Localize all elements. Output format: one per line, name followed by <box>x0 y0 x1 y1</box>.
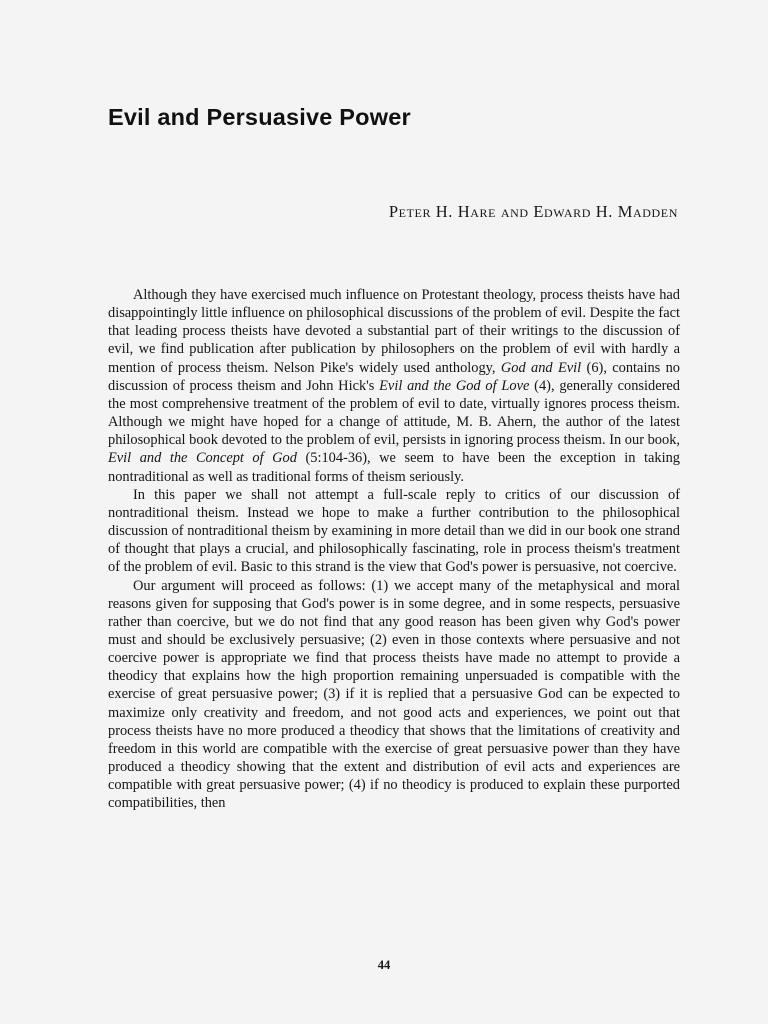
text-run: In this paper we shall not attempt a full-scale reply to critics of our discussion of nontraditional theism. Instead we hope to make a further contribution to the philosophical discussion of nontraditional theism by examining in more detail than we did in our book one strand of thought that plays a crucial, and philosophically fascinating, role in process theism's treatment of the problem of evil. Basic to this strand is the view that God's power is persuasive, not coercive. <box>108 486 680 576</box>
article-body <box>108 286 680 813</box>
text-run: Our argument will proceed as follows: (1) we accept many of the metaphysical and moral reasons given for supposing that God's power is in some degree, and in some respects, persuasive rather than coercive, but we do not find that any good reason has been given why God's power must and should be exclusively persuasive; (2) even in those contexts where persuasive and not coercive power is appropriate we find that process theists have made no attempt to provide a theodicy that explains how the high proportion remaining unpersuaded is compatible with the exercise of great persuasive power; (3) if it is replied that a persuasive God can be expected to maximize only creativity and freedom, and not good acts and experiences, we point out that process theists have no more produced a theodicy that shows that the limitations of creativity and freedom in this world are compatible with the exercise of great persuasive power than they have produced a theodicy showing that the extent and distribution of evil acts and experiences are compatible with great persuasive power; (4) if no theodicy is produced to explain these purported compatibilities, then <box>108 577 680 812</box>
author-first: Peter H. Hare <box>388 202 497 221</box>
text-run: (4), generally considered the most comprehensive treatment of the problem of evil to date, virtually ignores process theism. Although we might have hoped for a change of attitude, M. B. Ahern, the author of the latest philosophical book devoted to the problem of evil, persists in ignoring process theism. In our book, <box>108 377 680 449</box>
cited-title: God and Evil <box>500 359 582 376</box>
body-paragraph <box>108 286 680 486</box>
text-run: Although they have exercised much influence on Protestant theology, process theists have had disappointingly little influence on philosophical discussions of the problem of evil. Despite the fact that leading process theists have devoted a substantial part of their writings to the discussion of evil, we find publication after publication by philosophers on the problem of evil with hardly a mention of process theism. Nelson Pike's widely used anthology, <box>108 287 680 376</box>
cited-title: Evil and the God of Love <box>379 377 530 394</box>
body-paragraph <box>108 577 680 813</box>
body-paragraph <box>108 486 680 577</box>
author-line <box>389 202 678 222</box>
text-run: (6), contains no discussion of process theism and John Hick's <box>108 359 680 394</box>
article-title: Evil and Persuasive Power <box>108 104 411 130</box>
author-second: Edward H. Madden <box>533 202 678 221</box>
page-number: 44 <box>377 958 391 972</box>
author-conjunction: and <box>500 202 529 221</box>
cited-title: Evil and the Concept of God <box>108 450 297 467</box>
text-run: (5:104-36), we seem to have been the exception in taking nontraditional as well as traditional forms of theism seriously. <box>108 450 680 485</box>
